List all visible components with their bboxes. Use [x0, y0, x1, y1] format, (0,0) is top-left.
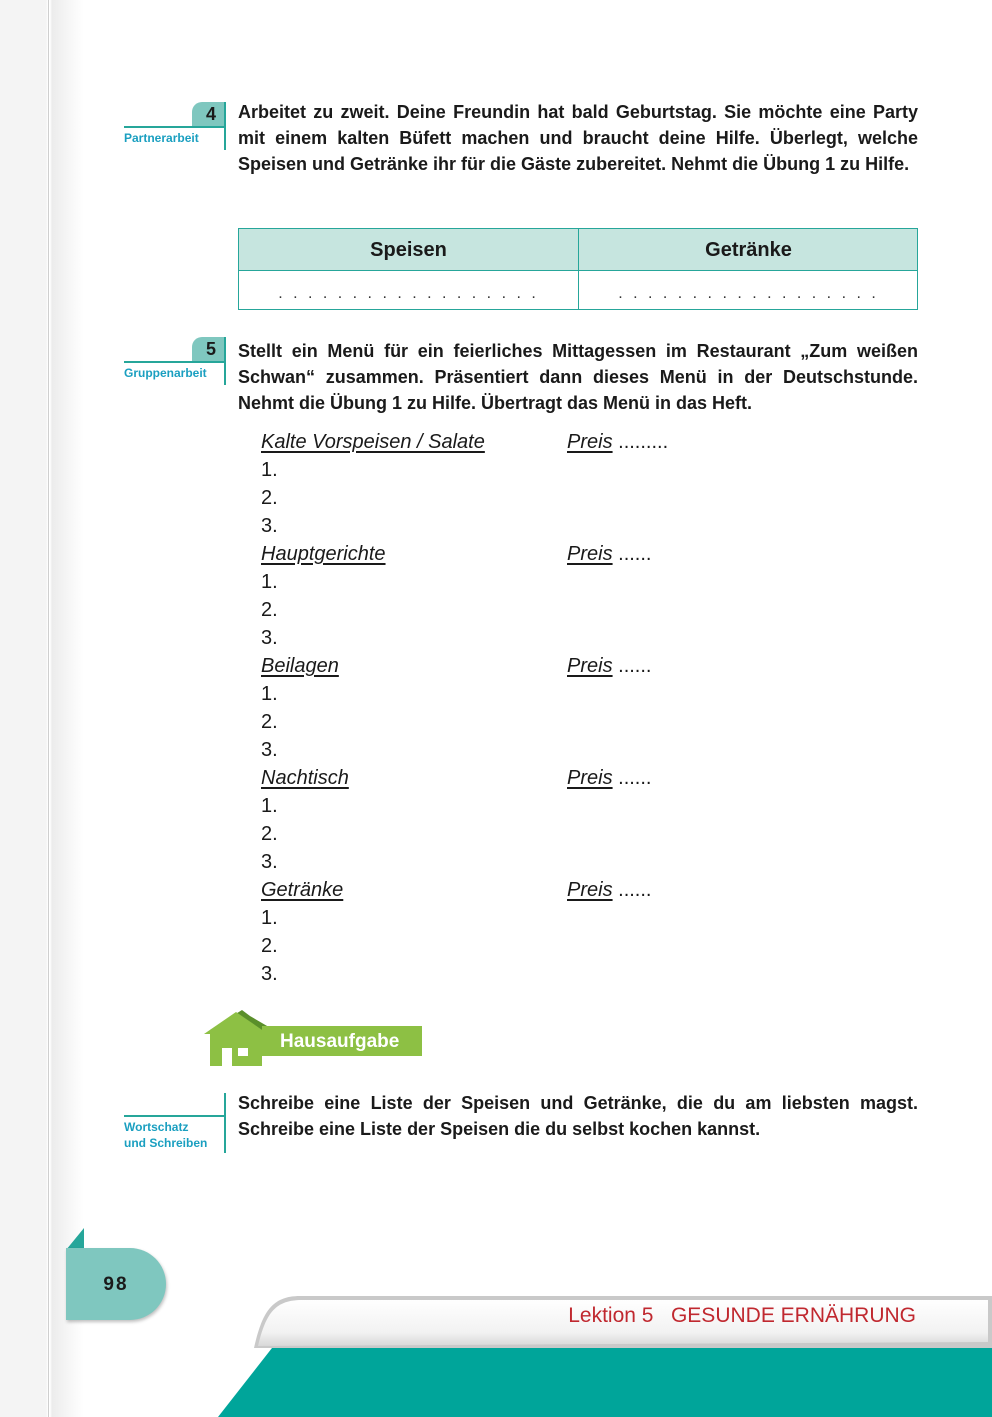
menu-category: Beilagen: [261, 655, 339, 677]
menu-item: 3.: [261, 627, 278, 649]
speisen-getraenke-table: [238, 228, 918, 310]
menu-price-dots: ......: [612, 767, 652, 789]
menu-category: Kalte Vorspeisen / Salate: [261, 431, 485, 453]
exercise-5-number: 5: [192, 337, 224, 361]
exercise-5-label: [124, 337, 226, 385]
menu-section-header: [261, 876, 861, 904]
menu-section-header: [261, 764, 861, 792]
menu-item: 1.: [261, 683, 278, 705]
menu-price: [567, 876, 651, 904]
menu-item: 2.: [261, 711, 278, 733]
exercise-5-task: Stellt ein Menü für ein feierliches Mittagessen im Restaurant „Zum weißen Schwan“ zusammen. Präsentiert dann dieses Menü in der Deutschstunde. Nehmt die Übung 1 zu Hilfe. Übertragt das Menü in das Heft.: [238, 341, 918, 413]
menu-price-dots: ......: [612, 655, 652, 677]
exercise-4-rule: [124, 126, 226, 128]
menu-price-dots: ......: [612, 543, 652, 565]
homework-bar: [224, 1093, 226, 1153]
menu-item: 2.: [261, 935, 278, 957]
menu-item: 1.: [261, 795, 278, 817]
menu-price: [567, 764, 651, 792]
menu-price: [567, 428, 668, 456]
homework-badge: [204, 1008, 424, 1070]
footer-title: [568, 1304, 916, 1328]
menu-price-label: Preis: [567, 879, 613, 901]
menu-price-label: Preis: [567, 543, 613, 565]
menu-category: Getränke: [261, 879, 344, 901]
table-cell-speisen: . . . . . . . . . . . . . . . . . .: [278, 285, 539, 302]
menu-item: 2.: [261, 823, 278, 845]
menu-price: [567, 652, 651, 680]
table-header-getraenke: Getränke: [705, 239, 792, 261]
footer-lesson: Lektion 5: [568, 1304, 654, 1327]
exercise-5-rule: [124, 361, 226, 363]
binding-line: [48, 0, 49, 1417]
page-number: 98: [66, 1248, 166, 1320]
menu-price-label: Preis: [567, 767, 613, 789]
menu-item: 1.: [261, 571, 278, 593]
menu-category: Nachtisch: [261, 767, 349, 789]
menu-section-header: [261, 428, 861, 456]
exercise-4-task: Arbeitet zu zweit. Deine Freundin hat bald Geburtstag. Sie möchte eine Party mit einem kalten Büfett machen und braucht deine Hilfe. Überlegt, welche Speisen und Getränke ihr für die Gäste zubereitet. Nehmt die Übung 1 zu Hilfe.: [238, 102, 918, 174]
menu-section-header: [261, 540, 861, 568]
table-cell-getraenke: . . . . . . . . . . . . . . . . . .: [618, 285, 879, 302]
menu-item: 3.: [261, 515, 278, 537]
menu-price-dots: .........: [612, 431, 669, 453]
menu-item: 3.: [261, 851, 278, 873]
menu-item: 1.: [261, 459, 278, 481]
homework-type-line2: und Schreiben: [124, 1136, 208, 1150]
exercise-4-label: [124, 102, 226, 150]
page-binding-strip: [0, 0, 84, 1417]
homework-type-line1: Wortschatz: [124, 1120, 189, 1134]
menu-item: 3.: [261, 739, 278, 761]
table-header-speisen: Speisen: [370, 239, 447, 261]
menu-price: [567, 540, 651, 568]
exercise-4-number: 4: [192, 102, 224, 126]
restaurant-menu: [261, 428, 861, 988]
menu-category: Hauptgerichte: [261, 543, 386, 565]
homework-label: Hausaufgabe: [262, 1026, 422, 1056]
menu-section-header: [261, 652, 861, 680]
menu-item: 2.: [261, 487, 278, 509]
menu-item: 2.: [261, 599, 278, 621]
homework-label-block: [124, 1093, 226, 1153]
menu-price-label: Preis: [567, 431, 613, 453]
menu-price-dots: ......: [612, 879, 652, 901]
page-number-corner: [66, 1228, 84, 1250]
homework-rule: [124, 1115, 226, 1117]
footer-topic: GESUNDE ERNÄHRUNG: [670, 1304, 916, 1327]
exercise-4-type: Partnerarbeit: [124, 131, 199, 145]
menu-price-label: Preis: [567, 655, 613, 677]
homework-task: Schreibe eine Liste der Speisen und Getränke, die du am liebsten magst. Schreibe eine Liste der Speisen die du selbst kochen kannst.: [238, 1093, 918, 1139]
menu-item: 1.: [261, 907, 278, 929]
exercise-5-type: Gruppenarbeit: [124, 366, 207, 380]
menu-item: 3.: [261, 963, 278, 985]
